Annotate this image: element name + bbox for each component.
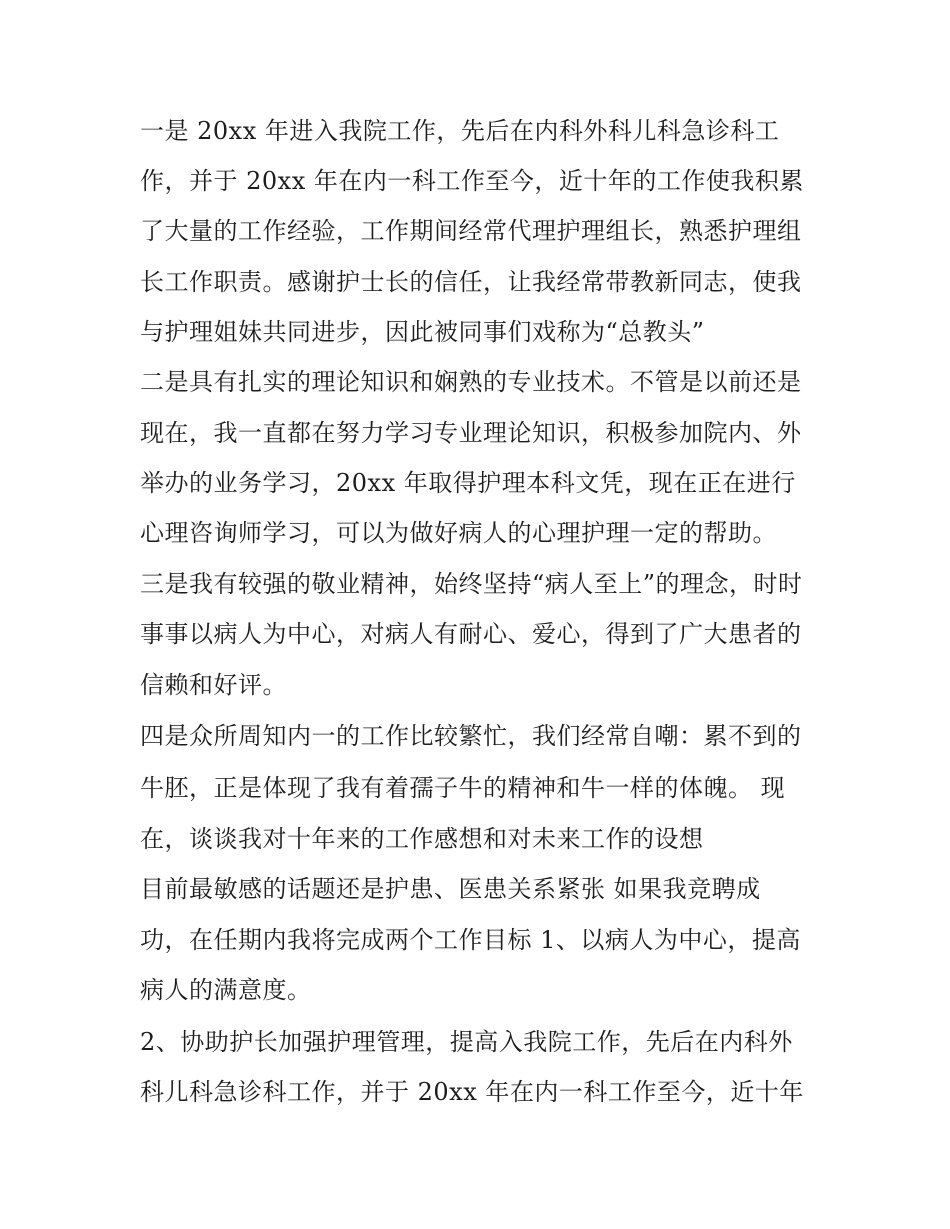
text-line: 在，谈谈我对十年来的工作感想和对未来工作的设想 (140, 825, 704, 853)
text-line: 三是我有较强的敬业精神，始终坚持“病人至上”的理念，时时 (140, 570, 803, 598)
text-line: 心理咨询师学习，可以为做好病人的心理护理一定的帮助。 (140, 519, 777, 547)
text-line: 牛胚，正是体现了我有着孺子牛的精神和牛一样的体魄。 现 (140, 774, 786, 802)
text-line: 举办的业务学习，20xx 年取得护理本科文凭，现在正在进行 (140, 469, 796, 497)
text-line: 了大量的工作经验，工作期间经常代理护理组长，熟悉护理组 (140, 217, 802, 245)
text-line: 一是 20xx 年进入我院工作，先后在内科外科儿科急诊科工 (140, 117, 780, 145)
text-line: 信赖和好评。 (140, 671, 287, 699)
text-line: 功，在任期内我将完成两个工作目标 1、以病人为中心，提高 (140, 926, 801, 954)
text-line: 目前最敏感的话题还是护患、医患关系紧张 如果我竞聘成 (140, 875, 761, 903)
text-line: 与护理姐妹共同进步，因此被同事们戏称为“总教头” (140, 318, 705, 346)
text-line: 科儿科急诊科工作，并于 20xx 年在内一科工作至今，近十年 (140, 1078, 804, 1106)
text-line: 病人的满意度。 (140, 976, 312, 1004)
text-line: 2、协助护长加强护理管理，提高入我院工作，先后在内科外 (140, 1028, 793, 1056)
text-line: 作，并于 20xx 年在内一科工作至今，近十年的工作使我积累 (140, 167, 804, 195)
text-line: 二是具有扎实的理论知识和娴熟的专业技术。不管是以前还是 (140, 368, 802, 396)
text-line: 四是众所周知内一的工作比较繁忙，我们经常自嘲：累不到的 (140, 722, 802, 750)
text-line: 现在，我一直都在努力学习专业理论知识，积极参加院内、外 (140, 419, 802, 447)
text-line: 事事以病人为中心，对病人有耐心、爱心，得到了广大患者的 (140, 620, 802, 648)
text-line: 长工作职责。感谢护士长的信任，让我经常带教新同志，使我 (140, 268, 802, 296)
